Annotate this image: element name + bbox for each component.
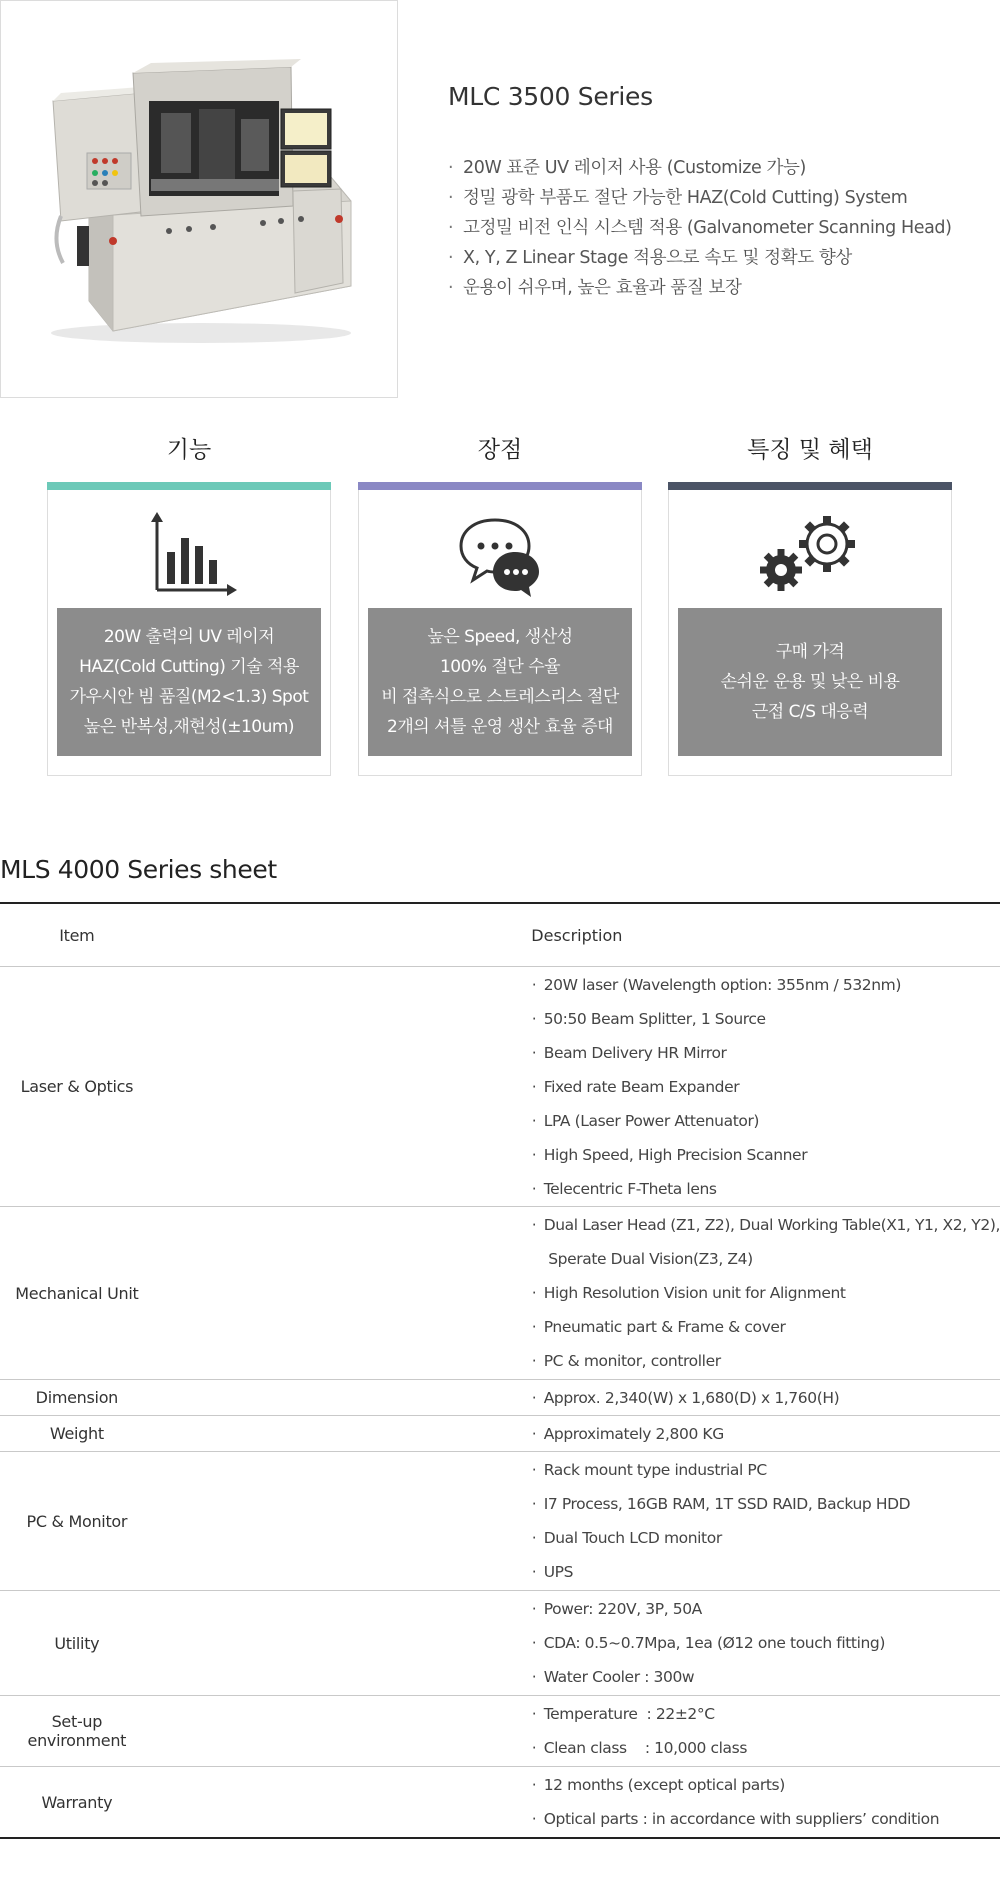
feature-text: 고정밀 비전 인식 시스템 적용 (Galvanometer Scanning Head) (463, 218, 952, 238)
row-item-label: Laser & Optics (0, 967, 154, 1207)
description-text: Power: 220V, 3P, 50A (543, 1600, 702, 1618)
card-heading: 장점 (477, 437, 523, 463)
laser-machine-illustration (1, 1, 398, 398)
product-image (0, 0, 398, 398)
card-line: 손쉬운 운용 및 낮은 비용 (720, 672, 900, 692)
description-line: · Beam Delivery HR Mirror (531, 1043, 727, 1062)
feature-item: · 20W 표준 UV 레이저 사용 (Customize 가능) (448, 158, 806, 178)
row-description (154, 1696, 1000, 1767)
description-line (532, 1242, 1000, 1276)
row-item-label: PC & Monitor (0, 1452, 154, 1591)
row-description (154, 1767, 1000, 1839)
row-description (154, 1416, 1000, 1452)
description-text: LPA (Laser Power Attenuator) (543, 1111, 760, 1130)
description-text: 12 months (except optical parts) (543, 1776, 785, 1794)
feature-text: 20W 표준 UV 레이저 사용 (Customize 가능) (463, 158, 806, 178)
description-line: · Approximately 2,800 KG (531, 1424, 724, 1443)
description-text: 50:50 Beam Splitter, 1 Source (543, 1009, 766, 1028)
description-text: Optical parts : in accordance with suppliers’ condition (543, 1810, 940, 1828)
row-description (154, 1591, 1000, 1696)
description-text: I7 Process, 16GB RAM, 1T SSD RAID, Backup HDD (543, 1495, 911, 1513)
card-line: 구매 가격 (775, 642, 845, 662)
description-text: Approx. 2,340(W) x 1,680(D) x 1,760(H) (543, 1388, 840, 1407)
spec-table (0, 902, 1000, 1839)
row-description (154, 967, 1000, 1207)
card-line: 비 접촉식으로 스트레스리스 절단 (381, 687, 619, 707)
table-row (0, 967, 1000, 1207)
row-description (154, 1207, 1000, 1380)
description-line: · High Resolution Vision unit for Alignment (531, 1284, 846, 1302)
description-line: · Temperature : 22±2°C (531, 1705, 715, 1723)
description-line: · 50:50 Beam Splitter, 1 Source (531, 1009, 766, 1028)
row-description (154, 1380, 1000, 1416)
card-line: 근접 C/S 대응력 (751, 702, 869, 722)
card-description (57, 608, 321, 756)
row-item-label: Set-up environment (0, 1696, 154, 1767)
description-text: Dual Touch LCD monitor (543, 1529, 722, 1547)
feature-item: · X, Y, Z Linear Stage 적용으로 속도 및 정확도 향상 (448, 248, 852, 268)
feature-item: · 정밀 광학 부품도 절단 가능한 HAZ(Cold Cutting) System (448, 188, 908, 208)
card-function (47, 430, 331, 776)
description-text: High Resolution Vision unit for Alignment (543, 1284, 846, 1302)
card-line: HAZ(Cold Cutting) 기술 적용 (79, 657, 299, 677)
description-line: · CDA: 0.5~0.7Mpa, 1ea (Ø12 one touch fitting) (531, 1634, 886, 1652)
card-accent-bar (668, 482, 952, 490)
description-line: · Fixed rate Beam Expander (531, 1077, 740, 1096)
column-header-description: Description (154, 903, 1000, 967)
description-line: · PC & monitor, controller (531, 1352, 721, 1370)
table-row (0, 1767, 1000, 1839)
feature-text: X, Y, Z Linear Stage 적용으로 속도 및 정확도 향상 (463, 248, 852, 268)
description-line: · 20W laser (Wavelength option: 355nm / 532nm) (531, 975, 902, 994)
description-line: · Power: 220V, 3P, 50A (531, 1600, 702, 1618)
description-line: · Telecentric F-Theta lens (531, 1179, 717, 1198)
card-line: 20W 출력의 UV 레이저 (103, 627, 275, 647)
card-advantage (358, 430, 642, 776)
description-line: · Approx. 2,340(W) x 1,680(D) x 1,760(H) (531, 1388, 840, 1407)
description-line: · Water Cooler : 300w (531, 1668, 695, 1686)
chat-bubbles-icon (359, 512, 641, 602)
description-line: · Pneumatic part & Frame & cover (531, 1318, 786, 1336)
card-features-benefits (668, 430, 952, 776)
card-heading: 특징 및 혜택 (747, 437, 873, 463)
description-line: · Optical parts : in accordance with suppliers’ condition (531, 1810, 940, 1828)
table-row (0, 1416, 1000, 1452)
description-line: · Rack mount type industrial PC (531, 1461, 767, 1479)
feature-item: · 고정밀 비전 인식 시스템 적용 (Galvanometer Scanning Head) (448, 218, 952, 238)
description-line: · I7 Process, 16GB RAM, 1T SSD RAID, Backup HDD (531, 1495, 911, 1513)
description-line: · UPS (531, 1563, 574, 1581)
table-header-row (0, 903, 1000, 967)
row-item-label: Dimension (0, 1380, 154, 1416)
description-text: CDA: 0.5~0.7Mpa, 1ea (Ø12 one touch fitting) (543, 1634, 886, 1652)
description-text: High Speed, High Precision Scanner (543, 1145, 808, 1164)
row-item-label: Mechanical Unit (0, 1207, 154, 1380)
card-accent-bar (358, 482, 642, 490)
table-row (0, 1380, 1000, 1416)
card-description (368, 608, 632, 756)
card-body (668, 490, 952, 776)
feature-text: 정밀 광학 부품도 절단 가능한 HAZ(Cold Cutting) System (463, 188, 908, 208)
bar-chart-icon (48, 512, 330, 602)
spec-sheet-title: MLS 4000 Series sheet (0, 855, 277, 884)
description-line: · Clean class : 10,000 class (531, 1739, 748, 1757)
table-row (0, 1696, 1000, 1767)
table-row (0, 1207, 1000, 1380)
card-line: 100% 절단 수율 (439, 657, 561, 677)
feature-text: 운용이 쉬우며, 높은 효율과 품질 보장 (463, 278, 742, 298)
description-text: Fixed rate Beam Expander (543, 1077, 740, 1096)
description-text: Clean class : 10,000 class (543, 1739, 748, 1757)
table-row (0, 1591, 1000, 1696)
card-heading: 기능 (166, 437, 212, 463)
card-description (678, 608, 942, 756)
description-text: Telecentric F-Theta lens (543, 1179, 717, 1198)
card-line: 2개의 셔틀 운영 생산 효율 증대 (387, 717, 613, 737)
table-row (0, 1452, 1000, 1591)
product-title: MLC 3500 Series (448, 82, 653, 111)
row-description (154, 1452, 1000, 1591)
product-summary (448, 82, 988, 303)
feature-item: · 운용이 쉬우며, 높은 효율과 품질 보장 (448, 278, 742, 298)
card-line: 높은 반복성,재현성(±10um) (83, 717, 295, 737)
description-text: Temperature : 22±2°C (543, 1705, 715, 1723)
description-line: · Dual Touch LCD monitor (531, 1529, 722, 1547)
card-accent-bar (47, 482, 331, 490)
description-line: · 12 months (except optical parts) (531, 1776, 785, 1794)
description-text: Beam Delivery HR Mirror (543, 1043, 727, 1062)
card-line: 높은 Speed, 생산성 (427, 627, 573, 647)
description-text: Water Cooler : 300w (543, 1668, 695, 1686)
card-line: 가우시안 빔 품질(M2<1.3) Spot (69, 687, 309, 707)
feature-list (448, 153, 988, 303)
description-text: Pneumatic part & Frame & cover (543, 1318, 786, 1336)
description-text: UPS (543, 1563, 574, 1581)
description-text: 20W laser (Wavelength option: 355nm / 532nm) (543, 975, 902, 994)
card-body (47, 490, 331, 776)
row-item-label: Weight (0, 1416, 154, 1452)
description-line: · Dual Laser Head (Z1, Z2), Dual Working Table(X1, Y1, X2, Y2), (531, 1216, 1000, 1234)
description-text: Rack mount type industrial PC (543, 1461, 767, 1479)
card-body (358, 490, 642, 776)
description-line: · High Speed, High Precision Scanner (531, 1145, 808, 1164)
column-header-item: Item (0, 903, 154, 967)
description-text: Approximately 2,800 KG (543, 1424, 724, 1443)
gears-icon (669, 512, 951, 602)
description-text: PC & monitor, controller (543, 1352, 721, 1370)
description-text: Sperate Dual Vision(Z3, Z4) (543, 1250, 753, 1268)
description-text: Dual Laser Head (Z1, Z2), Dual Working Table(X1, Y1, X2, Y2), (543, 1216, 1000, 1234)
description-line: · LPA (Laser Power Attenuator) (531, 1111, 760, 1130)
row-item-label: Utility (0, 1591, 154, 1696)
row-item-label: Warranty (0, 1767, 154, 1839)
